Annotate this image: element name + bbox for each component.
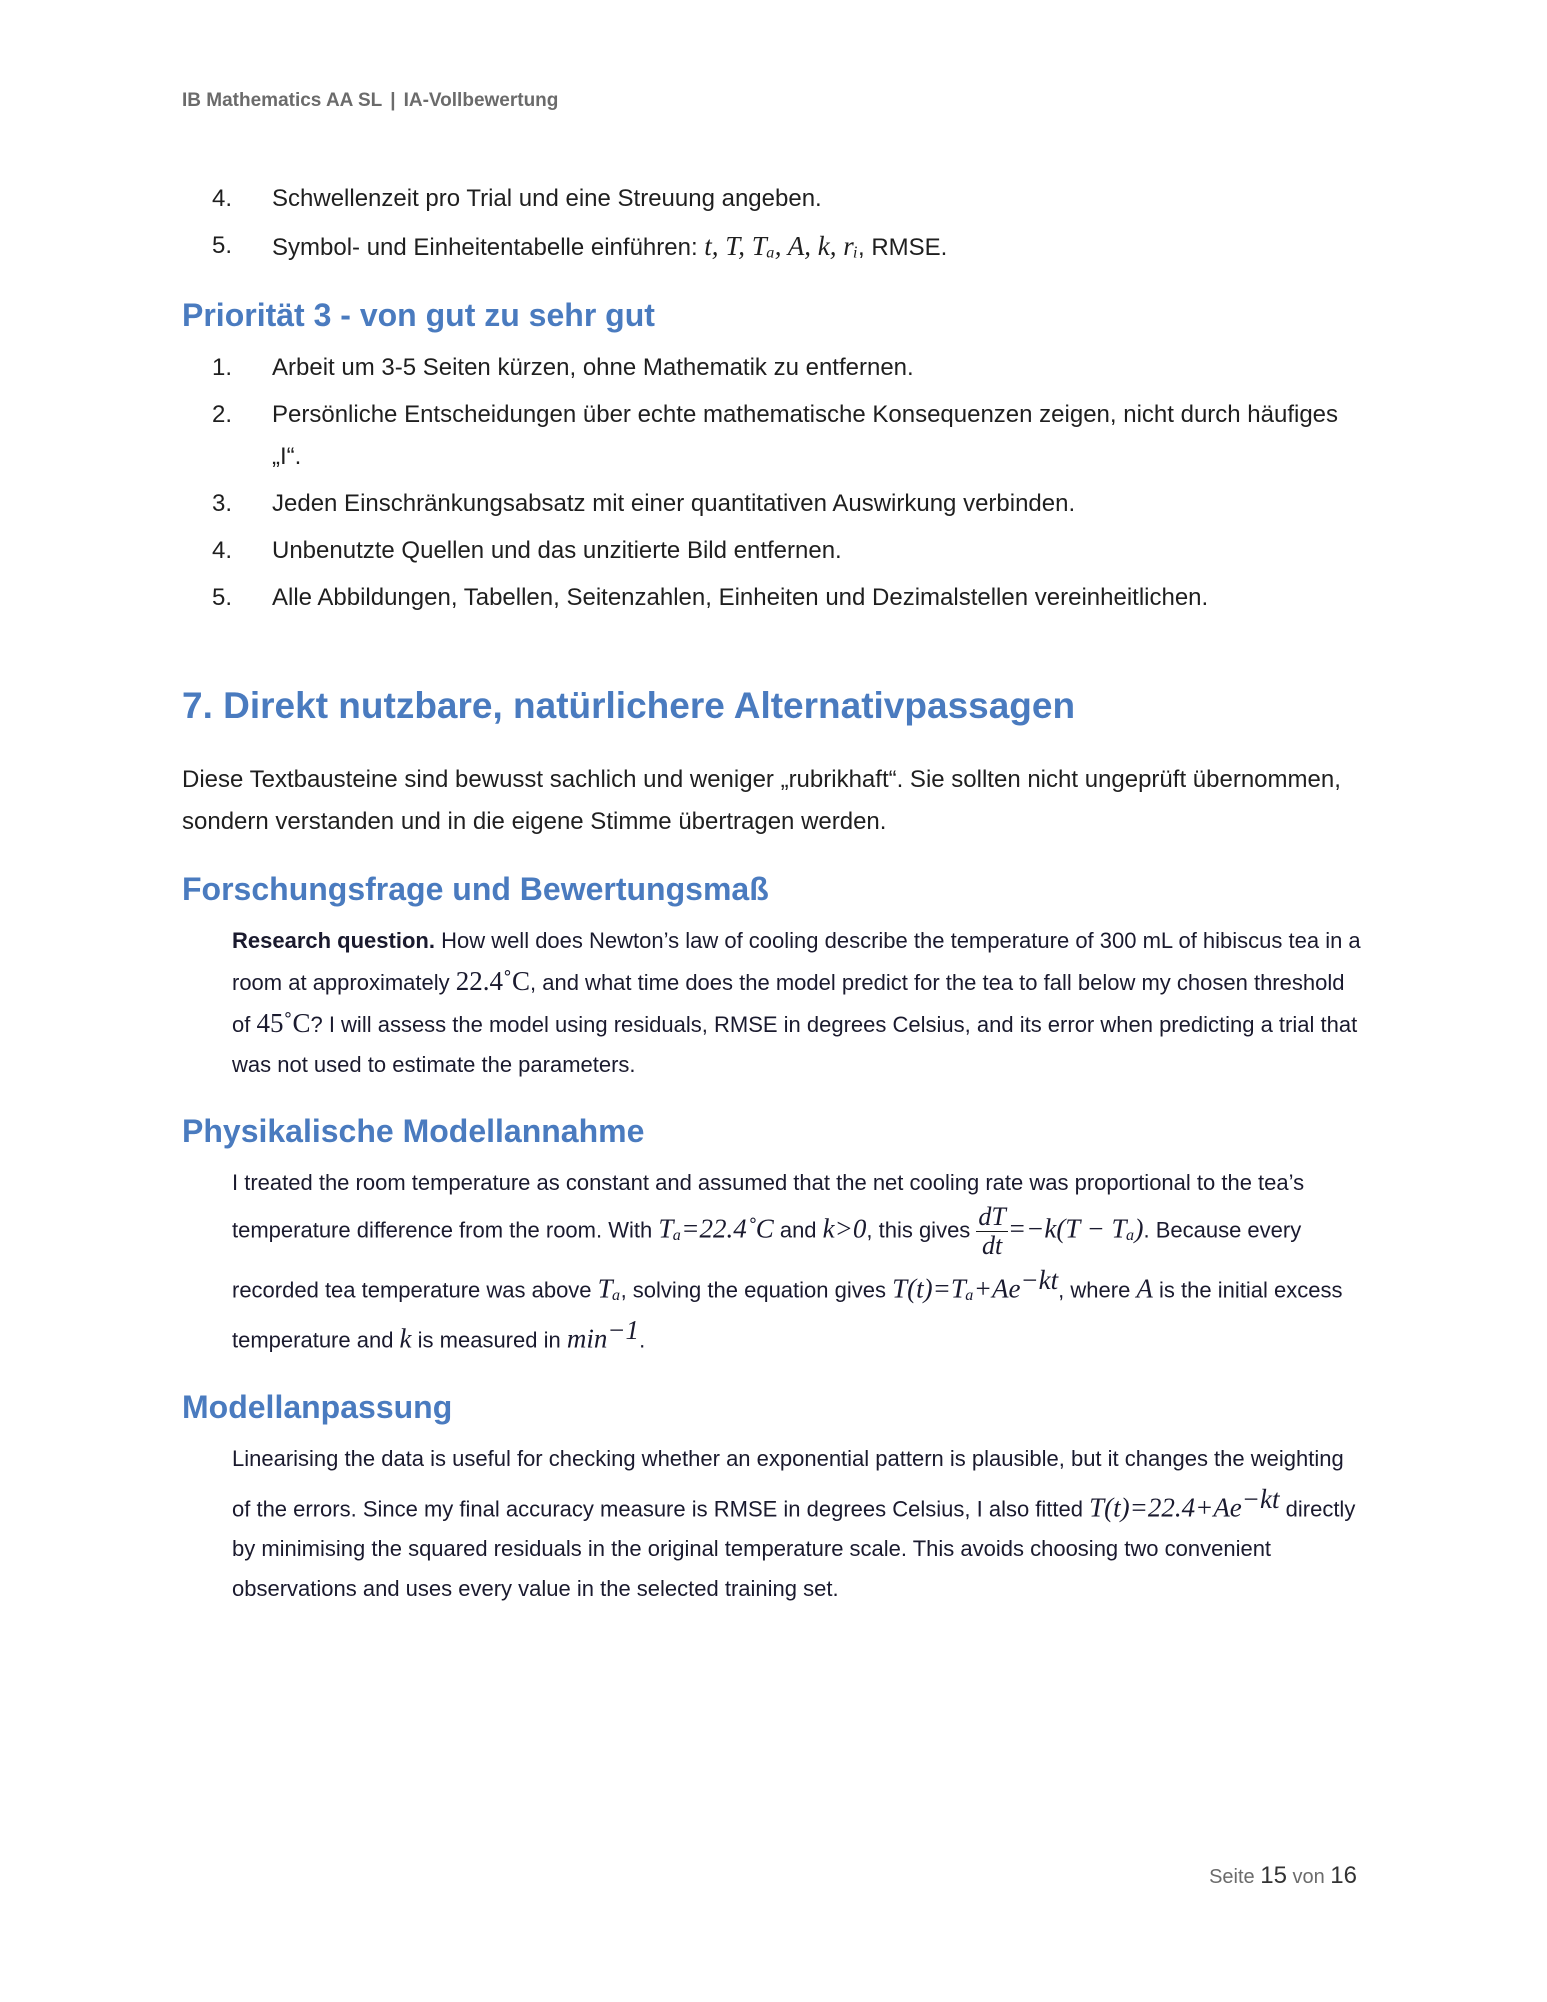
text-run: ? I will assess the model using residuals, RMSE in degrees Celsius, and its error when predicting a trial that was not used to estimate the parameters. [232,1012,1358,1077]
text-run: . Because every recorded tea temperature was above [232,1217,1302,1303]
fit-paragraph [232,1439,1362,1609]
list-number: 3. [212,490,233,517]
math-k: k [399,1323,412,1354]
list-number: 4. [212,185,233,212]
text-run: , and what time does the model predict for the tea to fall below my chosen threshold of [232,970,1345,1037]
page-footer [1209,1862,1357,1890]
math-solution: T(t)=Tₐ+Ae [892,1273,1021,1304]
text-run: is measured in [411,1327,567,1353]
list-number: 5. [212,584,233,611]
list-number: 2. [212,401,233,428]
research-paragraph [232,921,1362,1085]
list-text: Arbeit um 3-5 Seiten kürzen, ohne Mathematik zu entfernen. [272,354,914,381]
text-run: , where [1058,1277,1137,1303]
header-course: IB Mathematics AA SL [182,90,383,111]
list-text-suffix: , RMSE. [858,234,948,261]
list-text: Jeden Einschränkungsabsatz mit einer quantitativen Auswirkung verbinden. [272,490,1076,517]
text-run: and [773,1217,823,1243]
text-run: , this gives [866,1217,977,1243]
math-room-temp: 22.4˚C [455,966,531,996]
list-item [182,225,1362,269]
header-separator: | [390,90,396,111]
fraction-denominator: dt [982,1231,1003,1260]
list-text: Unbenutzte Quellen und das unzitierte Bild entfernen. [272,537,842,564]
footer-seite: Seite [1209,1866,1255,1888]
section7-heading: 7. Direkt nutzbare, natürlichere Alternativpassagen [182,685,1076,726]
math-k-positive: k>0 [822,1213,867,1244]
math-exponent: −1 [607,1315,640,1346]
math-a: A [1136,1273,1153,1304]
priority3-list [182,347,1362,619]
text-run: directly by minimising the squared residuals in the original temperature scale. This avoids choosing two convenient observations and uses every value in the selected training set. [232,1495,1356,1601]
math-ta: Tₐ=22.4˚C [658,1213,774,1244]
list-text: Alle Abbildungen, Tabellen, Seitenzahlen, Einheiten und Dezimalstellen vereinheitlichen. [272,584,1209,611]
research-label: Research question. [232,928,435,953]
running-header [182,90,558,112]
math-unit: min [566,1323,608,1354]
physics-paragraph [232,1163,1362,1361]
physics-heading: Physikalische Modellannahme [182,1113,645,1149]
priority3-heading: Priorität 3 - von gut zu sehr gut [182,297,655,333]
list-number: 1. [212,354,233,381]
header-doc: IA-Vollbewertung [403,90,559,111]
list-number: 4. [212,537,233,564]
text-run: . [639,1327,646,1353]
text-run: Linearising the data is useful for checking whether an exponential pattern is plausible, but it changes the weighting of the errors. Since my final accuracy measure is RMSE in degrees Celsius, I also fitted [232,1445,1344,1521]
math-model: T(t)=22.4+Ae [1089,1491,1242,1522]
math-exponent: −kt [1020,1265,1059,1295]
list-text: Schwellenzeit pro Trial und eine Streuung angeben. [272,185,822,212]
fraction-numerator: dT [978,1202,1006,1231]
list-text: Persönliche Entscheidungen über echte mathematische Konsequenzen zeigen, nicht durch häufiges „I“. [272,401,1339,470]
math-ode-rhs: =−k(T − Tₐ) [1007,1213,1144,1244]
previous-list [182,178,1362,269]
text-run: I treated the room temperature as constant and assumed that the net cooling rate was proportional to the tea’s temperature difference from the room. With [232,1170,1305,1243]
page-content [182,178,1362,1625]
list-number: 5. [212,232,233,259]
math-exponent: −kt [1241,1483,1280,1514]
list-item [182,577,1362,619]
list-item [182,178,1362,220]
page-number: 15 [1260,1862,1287,1889]
page-total: 16 [1330,1862,1357,1889]
fit-heading: Modellanpassung [182,1388,453,1425]
text-run: , solving the equation gives [620,1277,893,1303]
list-item [182,347,1362,389]
list-text: Symbol- und Einheitentabelle einführen: [272,234,698,261]
math-threshold: 45˚C [256,1008,311,1038]
list-item [182,394,1362,478]
list-item [182,530,1362,572]
text-run: How well does Newton’s law of cooling describe the temperature of 300 mL of hibiscus tea in a room at approximately [232,928,1361,995]
text-run: is the initial excess temperature and [232,1277,1343,1353]
symbol-list: t, T, Tₐ, A, k, rᵢ [704,231,858,261]
section7-intro: Diese Textbausteine sind bewusst sachlich und weniger „rubrikhaft“. Sie sollten nicht ungeprüft übernommen, sondern verstanden und in die eigene Stimme übertragen werden. [182,766,1341,835]
list-item [182,483,1362,525]
math-fraction [976,1203,1007,1260]
research-heading: Forschungsfrage und Bewertungsmaß [182,871,769,907]
math-ta: Tₐ [597,1273,621,1304]
footer-von: von [1292,1866,1325,1888]
